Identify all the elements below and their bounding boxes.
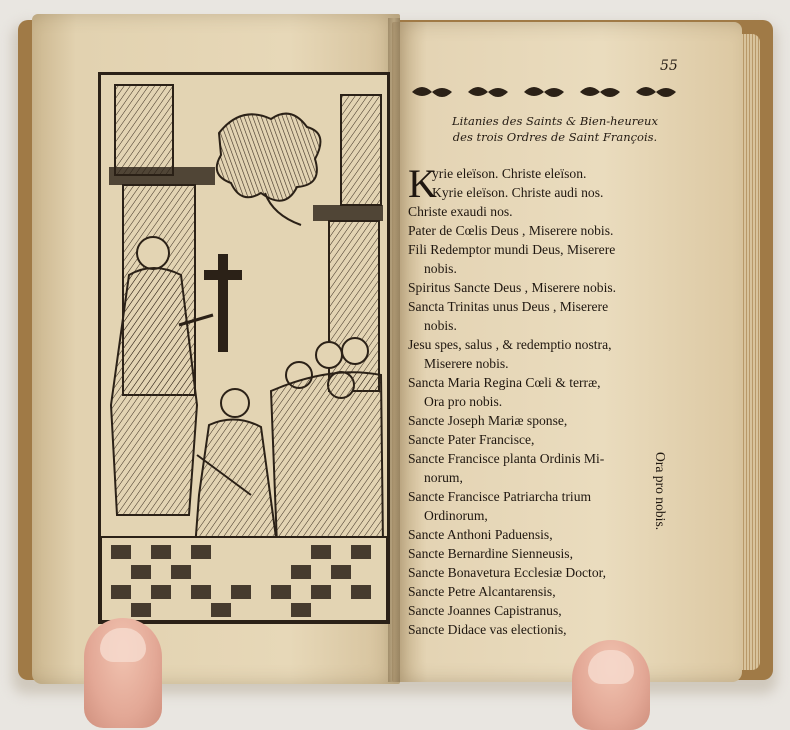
litany-line: Sancte Pater Francisce, bbox=[408, 432, 535, 447]
litany-heading bbox=[410, 113, 700, 145]
litany-text bbox=[408, 161, 708, 639]
litany-line: yrie eleïson. Christe eleïson. bbox=[432, 166, 587, 181]
litany-line: Pater de Cœlis Deus , Miserere nobis. bbox=[408, 223, 614, 238]
page-number: 55 bbox=[660, 58, 678, 74]
ora-pro-nobis-label: Ora pro nobis. bbox=[653, 452, 668, 531]
litany-line: Ordinorum, bbox=[424, 508, 488, 523]
litany-line: Sancte Joseph Mariæ sponse, bbox=[408, 413, 568, 428]
litany-line: Jesu spes, salus , & redemptio nostra, bbox=[408, 337, 612, 352]
litany-line: Spiritus Sancte Deus , Miserere nobis. bbox=[408, 280, 617, 295]
litany-line: Fili Redemptor mundi Deus, Miserere bbox=[408, 242, 616, 257]
litany-line: Ora pro nobis. bbox=[424, 394, 503, 409]
litany-line: Sancte Bonavetura Ecclesiæ Doctor, bbox=[408, 565, 607, 580]
right-thumb bbox=[572, 640, 650, 730]
ornament-band bbox=[408, 82, 688, 102]
litany-line: Sancta Maria Regina Cœli & terræ, bbox=[408, 375, 601, 390]
left-thumb bbox=[84, 618, 162, 728]
thumbnail bbox=[100, 628, 146, 662]
heading-line-2: des trois Ordres de Saint François. bbox=[452, 130, 658, 144]
litany-line: Kyrie eleïson. Christe audi nos. bbox=[432, 185, 604, 200]
litany-line: Sancte Anthoni Paduensis, bbox=[408, 527, 553, 542]
litany-line: Sancte Francisce Patriarcha trium bbox=[408, 489, 592, 504]
litany-line: nobis. bbox=[424, 318, 457, 333]
heading-line-1: Litanies des Saints & Bien-heureux bbox=[452, 114, 658, 128]
litany-line: Christe exaudi nos. bbox=[408, 204, 513, 219]
litany-line: nobis. bbox=[424, 261, 457, 276]
tree-leaves bbox=[217, 114, 321, 225]
litany-line: Miserere nobis. bbox=[424, 356, 509, 371]
litany-line: Sancta Trinitas unus Deus , Miserere bbox=[408, 299, 609, 314]
woodcut-drawing bbox=[101, 75, 387, 621]
drop-cap: K bbox=[408, 161, 437, 206]
litany-line: Sancte Francisce planta Ordinis Mi- bbox=[408, 451, 605, 466]
litany-line: Sancte Bernardine Sienneusis, bbox=[408, 546, 573, 561]
litany-line: Sancte Petre Alcantarensis, bbox=[408, 584, 556, 599]
litany-line: Sancte Didace vas electionis, bbox=[408, 622, 567, 637]
woodcut-illustration bbox=[98, 72, 390, 624]
litany-line: norum, bbox=[424, 470, 463, 485]
checker-floor bbox=[101, 537, 387, 621]
litany-line: Sancte Joannes Capistranus, bbox=[408, 603, 562, 618]
thumbnail bbox=[588, 650, 634, 684]
